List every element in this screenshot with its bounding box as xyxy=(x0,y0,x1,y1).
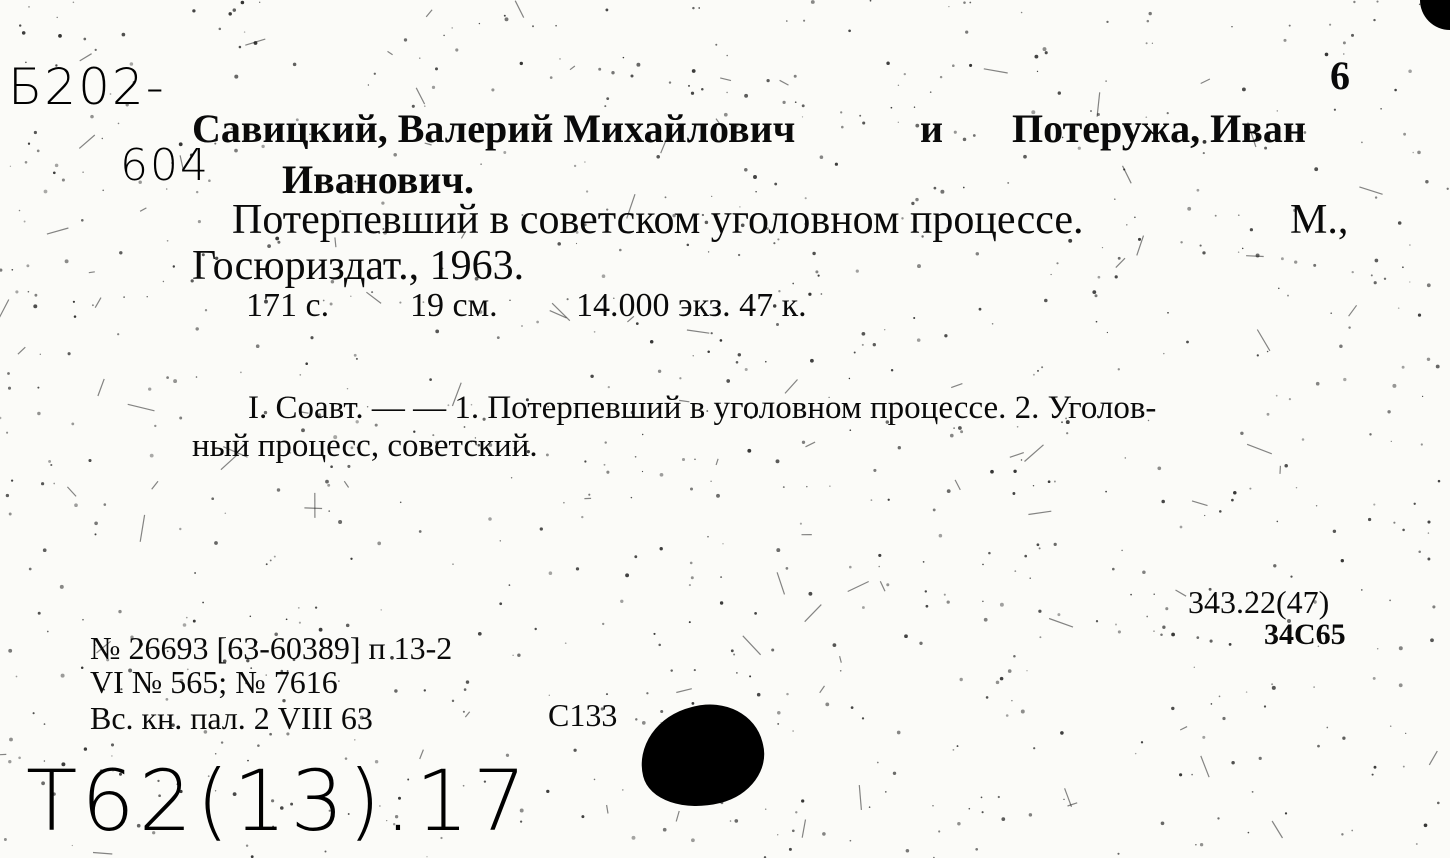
heading-authors-2: Потеружа, Иван xyxy=(1012,106,1306,151)
card-number: 6 xyxy=(1330,53,1350,98)
classification-udc: 343.22(47) xyxy=(1188,584,1330,620)
book-place: М., xyxy=(1290,197,1349,243)
collation-copies: 14.000 экз. 47 к. xyxy=(576,287,807,324)
collation-pages: 171 с. xyxy=(246,287,330,324)
handwritten-shelfmark: Т62(13).17 xyxy=(26,752,531,850)
collation-size: 19 см. xyxy=(410,287,498,324)
record-line-2: VI № 565; № 7616 xyxy=(90,664,338,700)
record-line-1: № 26693 [63-60389] п 13-2 xyxy=(90,630,453,666)
heading-and: и xyxy=(920,106,944,151)
tracing-line-2: ный процесс, советский. xyxy=(192,428,538,464)
handwritten-top-code-2: 604 xyxy=(120,140,210,191)
record-line-3: Вс. кн. пал. 2 VIII 63 xyxy=(90,700,373,736)
classification-code: 34С65 xyxy=(1264,618,1346,651)
handwritten-top-code: Б202- xyxy=(8,58,166,116)
tracing-line-1: I. Соавт. — — 1. Потерпевший в уголовном процессе. 2. Уголов- xyxy=(248,390,1157,426)
book-title: Потерпевший в советском уголовном процессе. xyxy=(232,197,1084,243)
book-publisher: Госюриздат., 1963. xyxy=(192,243,525,289)
record-code: С133 xyxy=(548,697,618,733)
heading-authors-3: Иванович. xyxy=(282,157,474,202)
heading-authors-1: Савицкий, Валерий Михайлович xyxy=(192,106,796,151)
